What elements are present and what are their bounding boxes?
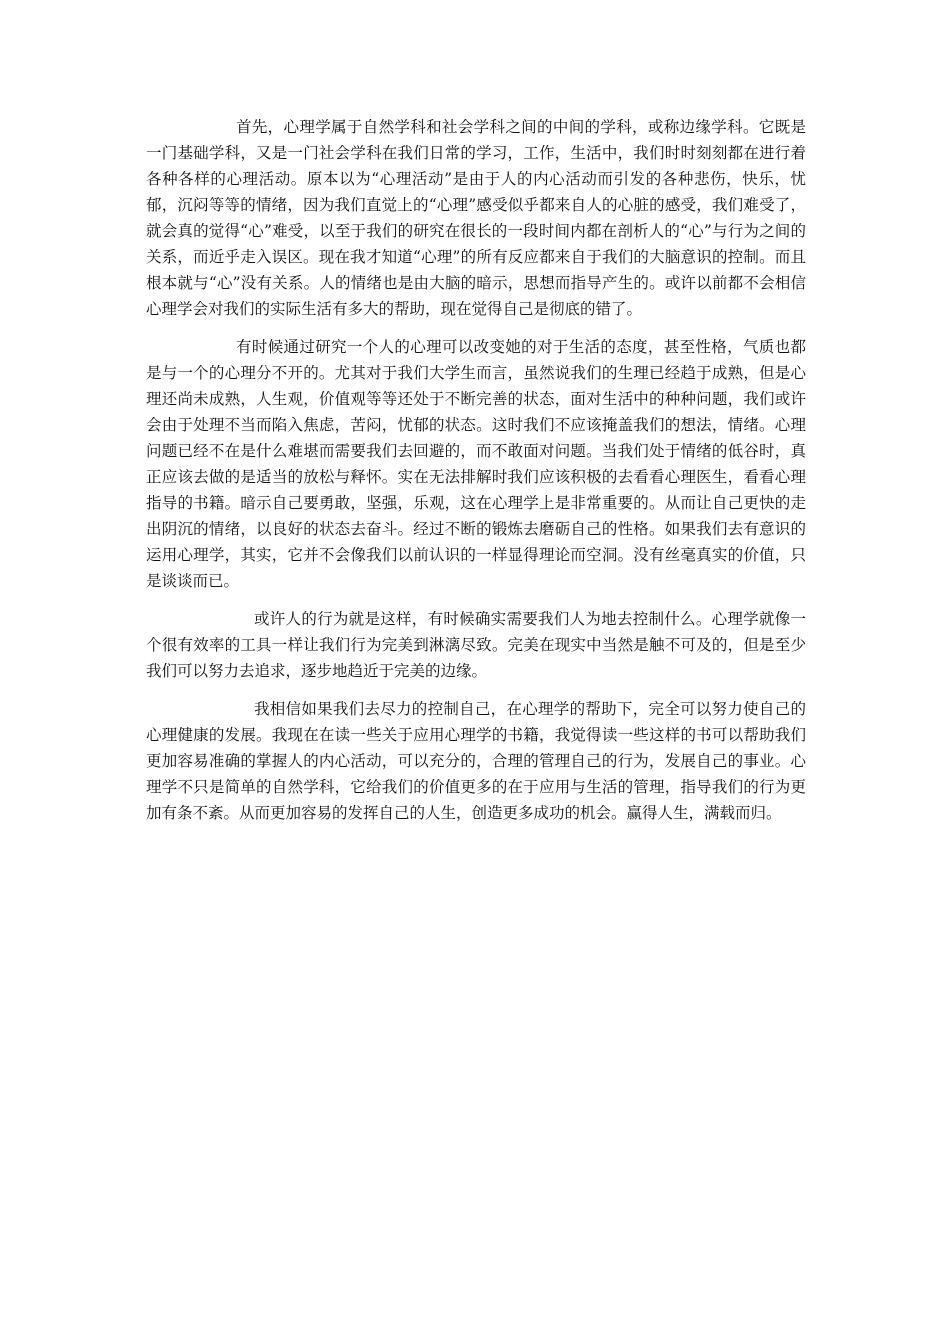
paragraph-3: 或许人的行为就是这样，有时候确实需要我们人为地去控制什么。心理学就像一个很有效率的工具一样让我们行为完美到淋漓尽致。完美在现实中当然是触不可及的，但是至少我们可以努力去追求，逐步地趋近于完美的边缘。 xyxy=(146,610,806,680)
paragraph-2: 有时候通过研究一个人的心理可以改变她的对于生活的态度，甚至性格，气质也都是与一个的心理分不开的。尤其对于我们大学生而言，虽然说我们的生理已经趋于成熟，但是心理还尚未成熟，人生观，价值观等等还处于不断完善的状态，面对生活中的种种问题，我们或许会由于处理不当而陷入焦虑，苦闷，忧郁的状态。这时我们不应该掩盖我们的想法，情绪。心理问题已经不在是什么难堪而需要我们去回避的，而不敢面对问题。当我们处于情绪的低谷时，真正应该去做的是适当的放松与释怀。实在无法排解时我们应该积极的去看看心理医生，看看心理指导的书籍。暗示自己要勇敢，坚强，乐观，这在心理学上是非常重要的。从而让自己更快的走出阴沉的情绪，以良好的状态去奋斗。经过不断的锻炼去磨砺自己的性格。如果我们去有意识的运用心理学，其实，它并不会像我们以前认识的一样显得理论而空洞。没有丝毫真实的价值，只是谈谈而已。 xyxy=(146,338,806,590)
paragraph-1: 首先，心理学属于自然学科和社会学科之间的中间的学科，或称边缘学科。它既是一门基础学科，又是一门社会学科在我们日常的学习，工作，生活中，我们时时刻刻都在进行着各种各样的心理活动。原本以为“心理活动”是由于人的内心活动而引发的各种悲伤，快乐，忧郁，沉闷等等的情绪，因为我们直觉上的“心理”感受似乎都来自人的心脏的感受，我们难受了，就会真的觉得“心”难受，以至于我们的研究在很长的一段时间内都在剖析人的“心”与行为之间的关系，而近乎走入误区。现在我才知道“心理”的所有反应都来自于我们的大脑意识的控制。而且根本就与“心”没有关系。人的情绪也是由大脑的暗示，思想而指导产生的。或许以前都不会相信心理学会对我们的实际生活有多大的帮助，现在觉得自己是彻底的错了。 xyxy=(146,118,806,318)
paragraph-4: 我相信如果我们去尽力的控制自己，在心理学的帮助下，完全可以努力使自己的心理健康的发展。我现在在读一些关于应用心理学的书籍，我觉得读一些这样的书可以帮助我们更加容易准确的掌握人的内心活动，可以充分的，合理的管理自己的行为，发展自己的事业。心理学不只是简单的自然学科，它给我们的价值更多的在于应用与生活的管理，指导我们的行为更加有条不紊。从而更加容易的发挥自己的人生，创造更多成功的机会。赢得人生，满载而归。 xyxy=(146,700,806,822)
document-body xyxy=(146,114,806,838)
